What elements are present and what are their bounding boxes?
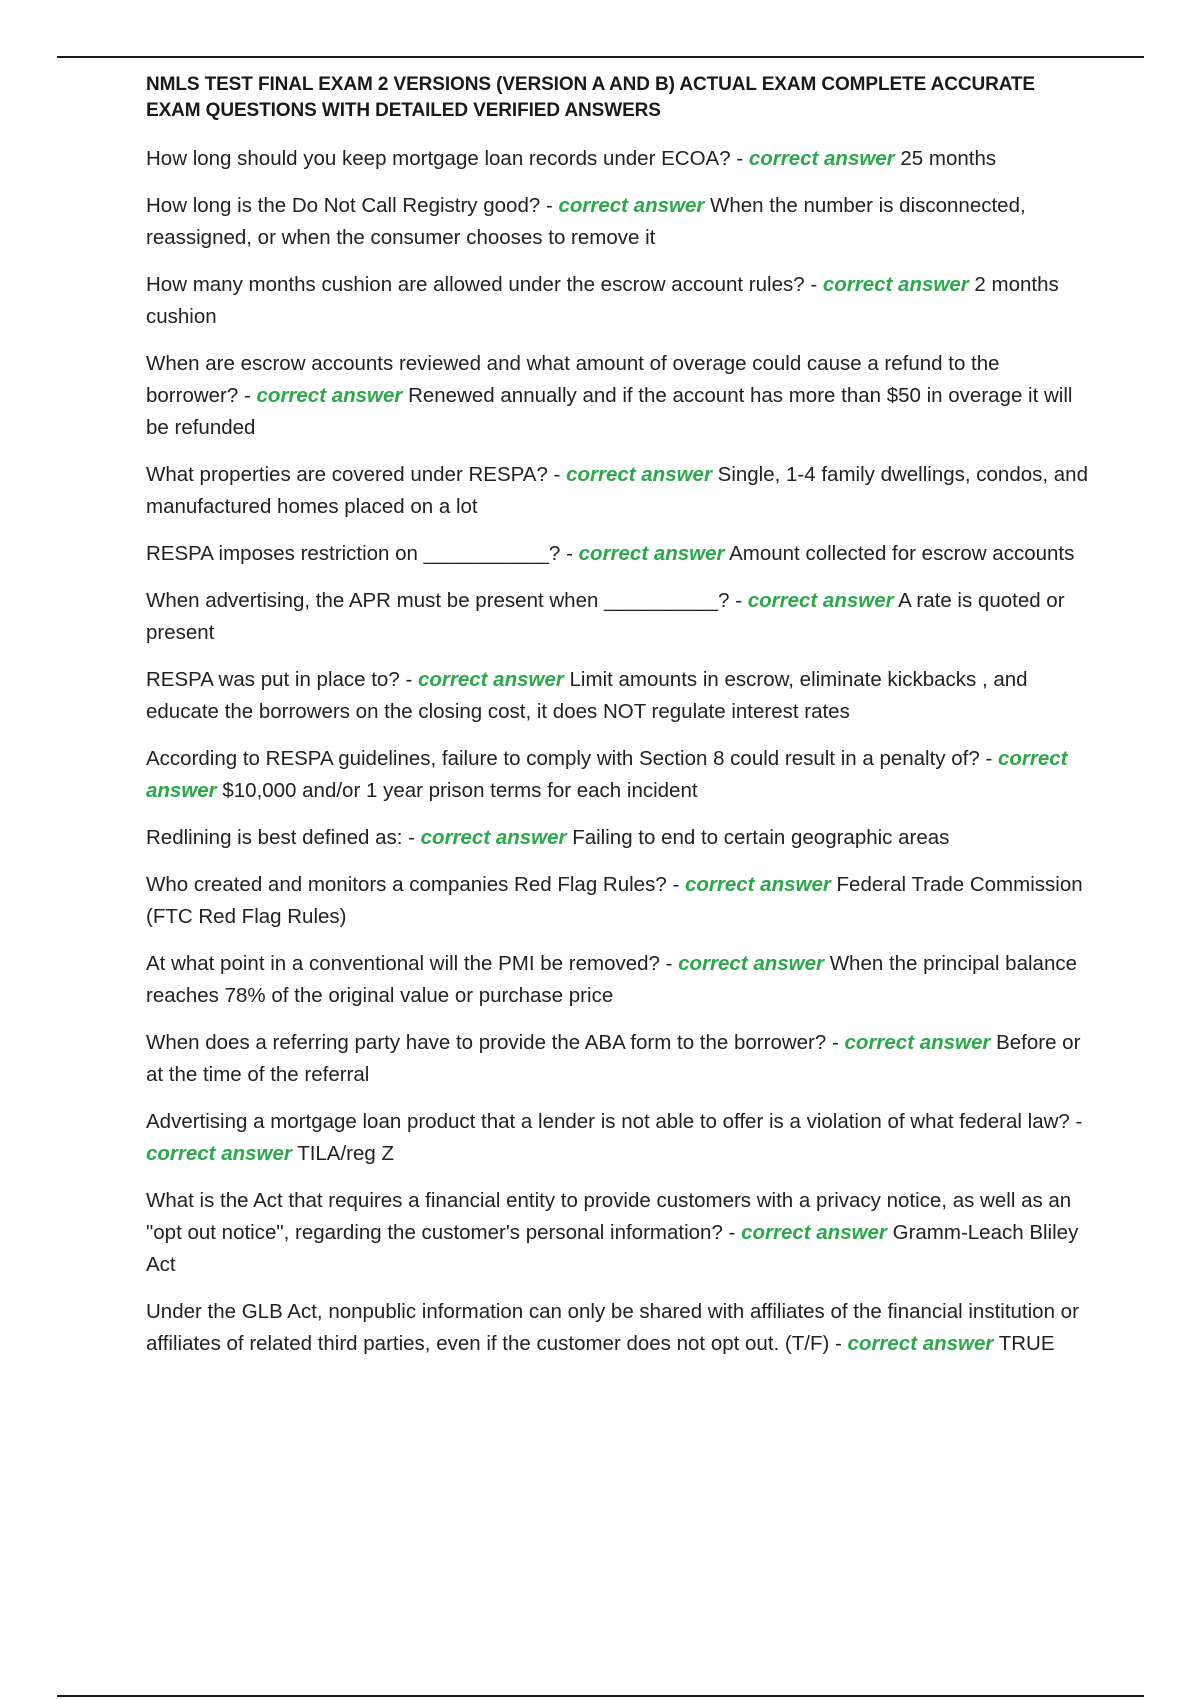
qa-item <box>146 348 1092 444</box>
answer-separator: - <box>1069 1110 1083 1133</box>
answer-text: $10,000 and/or 1 year prison terms for each incident <box>222 779 698 802</box>
document-title: NMLS TEST FINAL EXAM 2 VERSIONS (VERSION A AND B) ACTUAL EXAM COMPLETE ACCURATE EXAM QUESTIONS WITH DETAILED VERIFIED ANSWERS <box>146 74 1036 121</box>
qa-item <box>146 1106 1092 1170</box>
question-text: How many months cushion are allowed under the escrow account rules? <box>146 273 805 296</box>
correct-answer-label: correct answer <box>844 1031 991 1054</box>
answer-text: Single, 1-4 family dwellings, condos, and manufactured homes placed on a lot <box>146 463 1088 518</box>
question-text: Advertising a mortgage loan product that a lender is not able to offer is a violation of what federal law? <box>146 1110 1070 1133</box>
answer-text: Limit amounts in escrow, eliminate kickbacks , and educate the borrowers on the closing cost, it does NOT regulate interest rates <box>146 668 1028 723</box>
qa-item <box>146 143 1092 175</box>
bottom-rule <box>57 1695 1144 1697</box>
answer-text: TILA/reg Z <box>297 1142 395 1165</box>
document-body <box>146 72 1092 1375</box>
question-text: When are escrow accounts reviewed and what amount of overage could cause a refund to the borrower? <box>146 352 1000 407</box>
qa-item <box>146 1027 1092 1091</box>
correct-answer-label: correct answer <box>256 384 403 407</box>
question-text: What properties are covered under RESPA? <box>146 463 548 486</box>
qa-item <box>146 459 1092 523</box>
correct-answer-label: correct answer <box>741 1221 887 1244</box>
answer-text: Failing to end to certain geographic areas <box>572 826 950 849</box>
question-text: Who created and monitors a companies Red Flag Rules? <box>146 873 667 896</box>
question-text: How long should you keep mortgage loan records under ECOA? <box>146 147 731 170</box>
answer-text: Amount collected for escrow accounts <box>729 542 1075 565</box>
correct-answer-label: correct answer <box>847 1332 994 1355</box>
question-text: Redlining is best defined as: <box>146 826 403 849</box>
qa-item <box>146 269 1092 333</box>
answer-text: 25 months <box>900 147 997 170</box>
answer-separator: - <box>979 747 998 770</box>
answer-separator: - <box>399 668 418 691</box>
qa-item <box>146 585 1092 649</box>
answer-separator: - <box>804 273 823 296</box>
answer-separator: - <box>659 952 679 975</box>
answer-text: A rate is quoted or present <box>146 589 1065 644</box>
question-text: Under the GLB Act, nonpublic information can only be shared with affiliates of the financial institution or affiliates of related third parties, even if the customer does not opt out. (T/F) <box>146 1300 1079 1355</box>
qa-item <box>146 822 1092 854</box>
correct-answer-label: correct answer <box>146 1142 292 1165</box>
answer-separator: - <box>826 1031 845 1054</box>
answer-separator: - <box>730 147 749 170</box>
correct-answer-label: correct answer <box>417 668 564 691</box>
answer-separator: - <box>540 194 559 217</box>
answer-text: Renewed annually and if the account has more than $50 in overage it will be refunded <box>146 384 1073 439</box>
answer-separator: - <box>829 1332 848 1355</box>
correct-answer-label: correct answer <box>747 589 894 612</box>
answer-text: When the principal balance reaches 78% of the original value or purchase price <box>146 952 1077 1007</box>
answer-text: TRUE <box>998 1332 1055 1355</box>
question-text: What is the Act that requires a financial entity to provide customers with a privacy notice, as well as an "opt out notice", regarding the customer's personal information? <box>146 1189 1072 1244</box>
question-text: RESPA was put in place to? <box>146 668 400 691</box>
qa-item <box>146 664 1092 728</box>
qa-item <box>146 538 1092 570</box>
question-text: How long is the Do Not Call Registry good? <box>146 194 541 217</box>
answer-separator: - <box>547 463 567 486</box>
qa-item <box>146 948 1092 1012</box>
qa-item <box>146 190 1092 254</box>
answer-text: Before or at the time of the referral <box>146 1031 1081 1086</box>
answer-text: Gramm-Leach Bliley Act <box>146 1221 1079 1276</box>
correct-answer-label: correct answer <box>146 747 1068 802</box>
qa-item <box>146 1185 1092 1281</box>
answer-separator: - <box>722 1221 742 1244</box>
qa-item <box>146 869 1092 933</box>
correct-answer-label: correct answer <box>748 147 895 170</box>
answer-text: 2 months cushion <box>146 273 1059 328</box>
correct-answer-label: correct answer <box>684 873 831 896</box>
answer-separator: - <box>666 873 685 896</box>
question-text: When advertising, the APR must be present when __________? <box>146 589 730 612</box>
answer-separator: - <box>729 589 748 612</box>
answer-separator: - <box>560 542 579 565</box>
answer-text: When the number is disconnected, reassigned, or when the consumer chooses to remove it <box>146 194 1026 249</box>
question-text: According to RESPA guidelines, failure to comply with Section 8 could result in a penalty of? <box>146 747 980 770</box>
answer-text: Federal Trade Commission (FTC Red Flag Rules) <box>146 873 1083 928</box>
correct-answer-label: correct answer <box>578 542 725 565</box>
correct-answer-label: correct answer <box>678 952 824 975</box>
question-text: When does a referring party have to provide the ABA form to the borrower? <box>146 1031 827 1054</box>
correct-answer-label: correct answer <box>558 194 705 217</box>
question-text: At what point in a conventional will the PMI be removed? <box>146 952 660 975</box>
answer-separator: - <box>402 826 421 849</box>
correct-answer-label: correct answer <box>420 826 567 849</box>
qa-list <box>146 143 1092 1360</box>
correct-answer-label: correct answer <box>566 463 712 486</box>
top-rule <box>57 56 1144 58</box>
question-text: RESPA imposes restriction on ___________? <box>146 542 561 565</box>
correct-answer-label: correct answer <box>822 273 969 296</box>
qa-item <box>146 743 1092 807</box>
answer-separator: - <box>238 384 257 407</box>
qa-item <box>146 1296 1092 1360</box>
